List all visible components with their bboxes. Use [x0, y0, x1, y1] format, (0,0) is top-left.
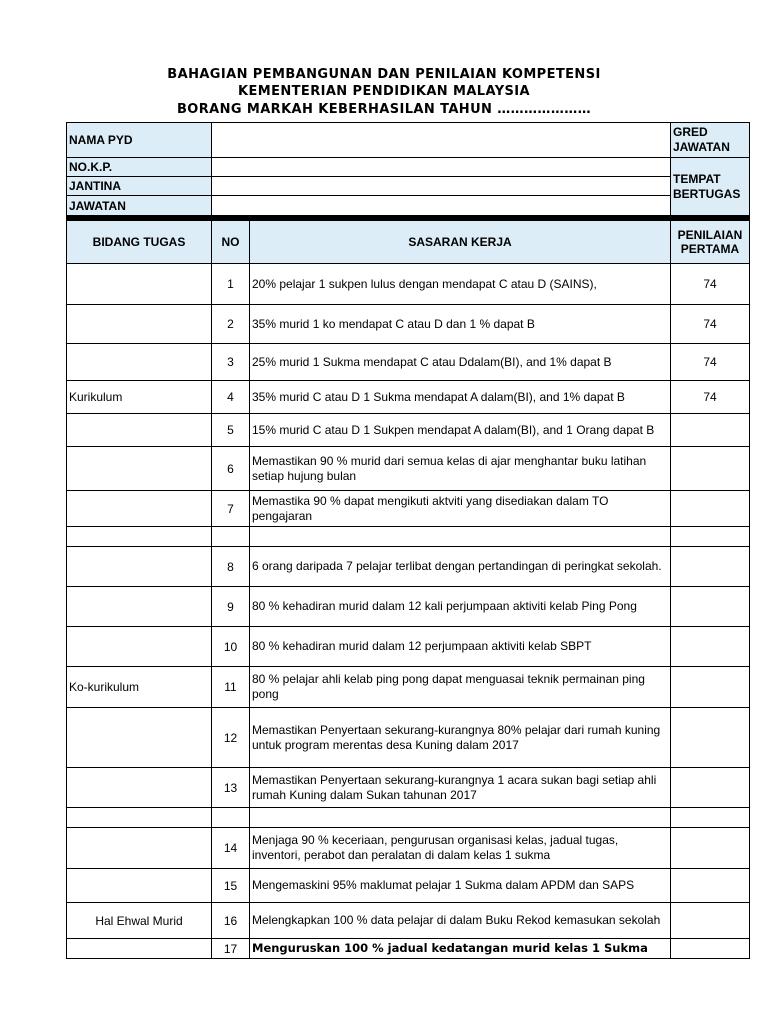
nama-pyd-label: NAMA PYD [66, 122, 212, 158]
table-row-4-sasaran: 35% murid C atau D 1 Sukma mendapat A dalam(BI), and 1% dapat B [249, 380, 671, 414]
table-row-11-bidang: Ko-kurikulum [66, 666, 212, 708]
table-row-17-no: 17 [211, 938, 250, 959]
table-row-8-sasaran: 6 orang daripada 7 pelajar terlibat dengan pertandingan di peringkat sekolah. [249, 546, 671, 587]
table-row-15-bidang [66, 868, 212, 903]
table-row-8-bidang [66, 546, 212, 587]
table-row-11-score[interactable] [670, 666, 750, 708]
jawatan-label: JAWATAN [66, 195, 212, 216]
table-row-12-no: 12 [211, 707, 250, 768]
table-row-5-sasaran: 15% murid C atau D 1 Sukpen mendapat A dalam(BI), and 1 Orang dapat B [249, 413, 671, 447]
table-row-4-no: 4 [211, 380, 250, 414]
table-row-15-no: 15 [211, 868, 250, 903]
table-row-9-score[interactable] [670, 586, 750, 627]
table-row-16-sasaran: Melengkapkan 100 % data pelajar di dalam Buku Rekod kemasukan sekolah [249, 902, 671, 939]
table-row-11-sasaran: 80 % pelajar ahli kelab ping pong dapat menguasai teknik permainan ping pong [249, 666, 671, 708]
form-title-line1: BAHAGIAN PEMBANGUNAN DAN PENILAIAN KOMPETENSI [167, 67, 601, 82]
table-row-blank-2-score[interactable] [670, 807, 750, 828]
table-row-4-bidang: Kurikulum [66, 380, 212, 414]
penilaian-pertama-header [670, 220, 750, 264]
table-row-5-no: 5 [211, 413, 250, 447]
table-row-blank-2-sasaran [249, 807, 671, 828]
tempat-bertugas-label [670, 157, 750, 216]
table-row-5-score[interactable] [670, 413, 750, 447]
table-row-blank-2-no [211, 807, 250, 828]
table-row-blank-2-bidang [66, 807, 212, 828]
table-row-3-no: 3 [211, 343, 250, 381]
gred-jawatan-text: GRED JAWATAN [673, 125, 730, 154]
table-row-14-no: 14 [211, 827, 250, 869]
table-row-blank-1-bidang [66, 526, 212, 547]
no-header: NO [211, 220, 250, 264]
table-row-16-bidang-text: Hal Ehwal Murid [95, 913, 183, 928]
table-row-8-score[interactable] [670, 546, 750, 587]
table-row-2-score[interactable]: 74 [670, 304, 750, 344]
table-row-blank-1-sasaran [249, 526, 671, 547]
table-row-1-sasaran: 20% pelajar 1 sukpen lulus dengan mendapat C atau D (SAINS), [249, 263, 671, 305]
table-row-9-bidang [66, 586, 212, 627]
table-row-1-score[interactable]: 74 [670, 263, 750, 305]
table-row-7-bidang [66, 490, 212, 527]
form-title-line2: KEMENTERIAN PENDIDIKAN MALAYSIA [238, 84, 530, 99]
table-row-3-sasaran: 25% murid 1 Sukma mendapat C atau Ddalam(BI), and 1% dapat B [249, 343, 671, 381]
table-row-15-sasaran: Mengemaskini 95% maklumat pelajar 1 Sukma dalam APDM dan SAPS [249, 868, 671, 903]
table-row-13-no: 13 [211, 767, 250, 808]
table-row-10-sasaran: 80 % kehadiran murid dalam 12 perjumpaan aktiviti kelab SBPT [249, 626, 671, 667]
table-row-7-no: 7 [211, 490, 250, 527]
table-row-14-bidang [66, 827, 212, 869]
table-row-16-score[interactable] [670, 902, 750, 939]
table-row-2-sasaran: 35% murid 1 ko mendapat C atau D dan 1 % dapat B [249, 304, 671, 344]
table-row-12-bidang [66, 707, 212, 768]
table-row-17-bidang [66, 938, 212, 959]
table-row-14-score[interactable] [670, 827, 750, 869]
table-row-10-bidang [66, 626, 212, 667]
table-row-3-score[interactable]: 74 [670, 343, 750, 381]
table-row-5-bidang [66, 413, 212, 447]
table-row-9-sasaran: 80 % kehadiran murid dalam 12 kali perjumpaan aktiviti kelab Ping Pong [249, 586, 671, 627]
table-row-2-bidang [66, 304, 212, 344]
table-row-6-bidang [66, 446, 212, 491]
table-row-17-score[interactable] [670, 938, 750, 959]
table-row-17-sasaran: Menguruskan 100 % jadual kedatangan murid kelas 1 Sukma [249, 938, 671, 959]
table-row-2-no: 2 [211, 304, 250, 344]
table-row-9-no: 9 [211, 586, 250, 627]
table-row-blank-1-score[interactable] [670, 526, 750, 547]
table-row-16-no: 16 [211, 902, 250, 939]
penilaian-pertama-text: PENILAIAN PERTAMA [677, 228, 743, 256]
jantina-field[interactable] [211, 176, 671, 196]
table-row-12-sasaran: Memastikan Penyertaan sekurang-kurangnya 80% pelajar dari rumah kuning untuk program merentas desa Kuning dalam 2017 [249, 707, 671, 768]
table-row-13-bidang [66, 767, 212, 808]
nama-pyd-field[interactable] [211, 122, 671, 158]
table-row-14-sasaran: Menjaga 90 % keceriaan, pengurusan organisasi kelas, jadual tugas, inventori, perabot dan peralatan di dalam kelas 1 sukma [249, 827, 671, 869]
table-row-13-sasaran: Memastikan Penyertaan sekurang-kurangnya 1 acara sukan bagi setiap ahli rumah Kuning dalam Sukan tahunan 2017 [249, 767, 671, 808]
table-row-1-no: 1 [211, 263, 250, 305]
table-row-6-score[interactable] [670, 446, 750, 491]
table-row-blank-1-no [211, 526, 250, 547]
table-row-6-no: 6 [211, 446, 250, 491]
table-row-6-sasaran: Memastikan 90 % murid dari semua kelas di ajar menghantar buku latihan setiap hujung bulan [249, 446, 671, 491]
table-row-7-sasaran: Memastika 90 % dapat mengikuti aktviti yang disediakan dalam TO pengajaran [249, 490, 671, 527]
sasaran-kerja-header: SASARAN KERJA [249, 220, 671, 264]
table-row-11-no: 11 [211, 666, 250, 708]
jawatan-field[interactable] [211, 195, 671, 216]
table-row-3-bidang [66, 343, 212, 381]
table-row-4-score[interactable]: 74 [670, 380, 750, 414]
table-row-16-bidang [66, 902, 212, 939]
table-row-12-score[interactable] [670, 707, 750, 768]
no-kp-label: NO.K.P. [66, 157, 212, 177]
table-row-1-bidang [66, 263, 212, 305]
gred-jawatan-label [670, 122, 750, 158]
jantina-label: JANTINA [66, 176, 212, 196]
table-row-8-no: 8 [211, 546, 250, 587]
form-title-line3: BORANG MARKAH KEBERHASILAN TAHUN ………………… [176, 102, 592, 117]
table-row-13-score[interactable] [670, 767, 750, 808]
no-kp-field[interactable] [211, 157, 671, 177]
table-row-10-no: 10 [211, 626, 250, 667]
bidang-tugas-header: BIDANG TUGAS [66, 220, 212, 264]
table-row-15-score[interactable] [670, 868, 750, 903]
table-row-7-score[interactable] [670, 490, 750, 527]
tempat-bertugas-text: TEMPAT BERTUGAS [673, 171, 741, 201]
table-row-10-score[interactable] [670, 626, 750, 667]
